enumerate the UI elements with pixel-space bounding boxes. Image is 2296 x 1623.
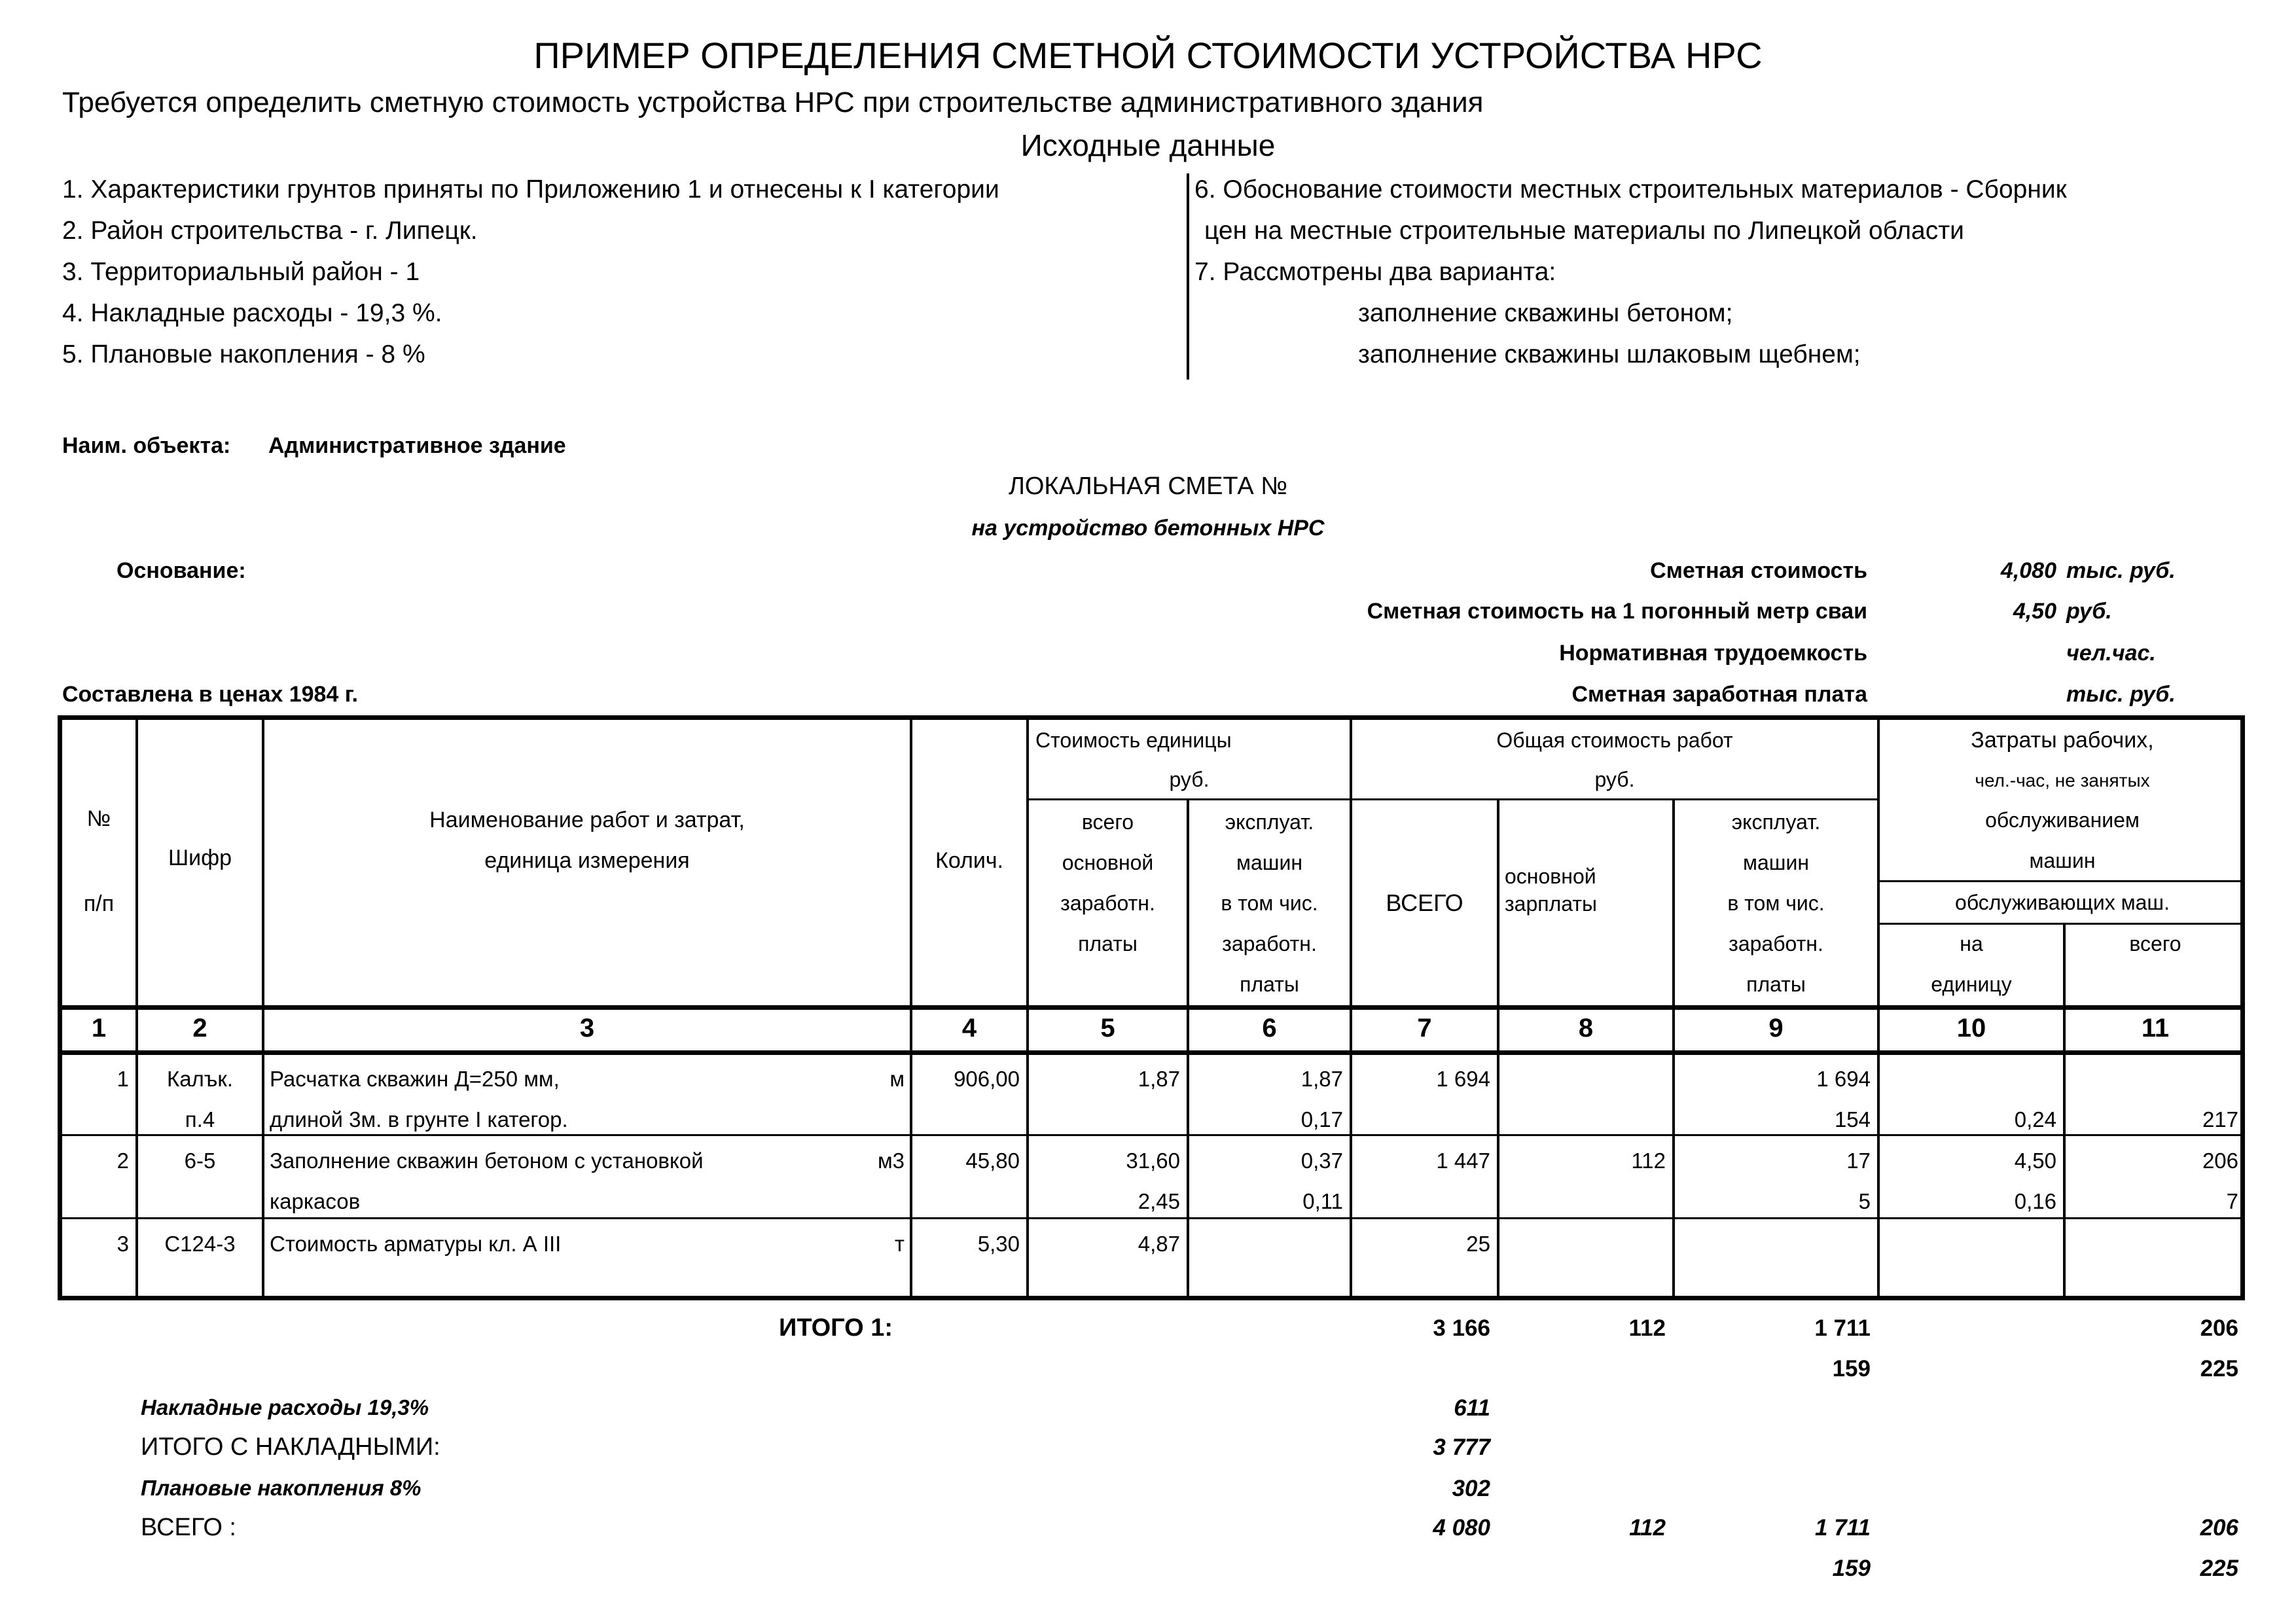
condition-3: 3. Территориальный район - 1 <box>62 258 420 286</box>
col-number: 7 <box>1417 1014 1432 1043</box>
col-number: 6 <box>1262 1014 1277 1043</box>
conditions-divider <box>1187 173 1189 380</box>
overhead-label: Накладные расходы 19,3% <box>141 1395 429 1419</box>
row1-c9a: 1 694 <box>1816 1067 1871 1091</box>
with-overhead-label: ИТОГО С НАКЛАДНЫМИ: <box>141 1433 440 1461</box>
page-title: ПРИМЕР ОПРЕДЕЛЕНИЯ СМЕТНОЙ СТОИМОСТИ УСТРОЙСТВА НРС <box>533 35 1763 76</box>
variant-1: заполнение скважины бетоном; <box>1358 299 1733 327</box>
header-c10-2: единицу <box>1931 972 2012 996</box>
header-qty: Колич. <box>935 848 1003 873</box>
row-divider <box>58 1217 2245 1219</box>
object-value: Административное здание <box>268 433 566 458</box>
object-label: Наим. объекта: <box>62 433 231 458</box>
summary-value-2: 4,50 <box>2013 599 2056 624</box>
header-c5-1: всего <box>1081 810 1134 834</box>
row-divider <box>58 1050 2245 1055</box>
total-c11b: 225 <box>2200 1556 2238 1581</box>
col-number: 10 <box>1956 1014 1986 1043</box>
header-unit-cost: Стоимость единицы <box>1035 728 1232 752</box>
row2-name-1: Заполнение скважин бетоном с установкой <box>270 1149 704 1173</box>
condition-7: 7. Рассмотрены два варианта: <box>1194 258 1556 286</box>
row2-c6b: 0,11 <box>1302 1189 1343 1213</box>
row1-name-1: Расчатка скважин Д=250 мм, <box>270 1067 560 1091</box>
header-c9-2: машин <box>1742 851 1809 874</box>
header-unit-cost-rub: руб. <box>1169 768 1210 791</box>
header-c9-3: в том чис. <box>1727 891 1825 915</box>
summary-unit-4: тыс. руб. <box>2066 682 2176 707</box>
row1-c6a: 1,87 <box>1300 1067 1343 1091</box>
header-c5-2: основной <box>1062 851 1154 874</box>
summary-unit-3: чел.час. <box>2066 641 2156 666</box>
col-number: 2 <box>192 1014 207 1043</box>
row2-c9b: 5 <box>1858 1189 1871 1213</box>
row3-qty: 5,30 <box>977 1232 1020 1256</box>
header-c9-5: платы <box>1746 972 1806 996</box>
row2-unit: м3 <box>877 1149 905 1173</box>
row1-code-2: п.4 <box>185 1107 215 1132</box>
header-labor-sub: обслуживающих маш. <box>1955 891 2170 914</box>
total-c9b: 159 <box>1832 1556 1871 1581</box>
row3-c5a: 4,87 <box>1138 1232 1180 1256</box>
col-number: 3 <box>579 1014 595 1043</box>
row3-code-1: С124-3 <box>164 1232 236 1256</box>
header-total-cost-rub: руб. <box>1594 768 1635 791</box>
col-number: 8 <box>1578 1014 1594 1043</box>
row2-code-1: 6-5 <box>184 1149 216 1173</box>
row2-c8: 112 <box>1631 1149 1666 1173</box>
row2-c10a: 4,50 <box>2014 1149 2056 1173</box>
itogo1-c9a: 1 711 <box>1814 1315 1871 1341</box>
col-number: 11 <box>2141 1014 2170 1043</box>
row2-c7: 1 447 <box>1436 1149 1490 1173</box>
row1-c6b: 0,17 <box>1300 1107 1343 1132</box>
condition-2: 2. Район строительства - г. Липецк. <box>62 217 478 245</box>
itogo1-c11b: 225 <box>2200 1356 2238 1382</box>
col-number: 9 <box>1768 1014 1784 1043</box>
row2-c5b: 2,45 <box>1138 1189 1180 1213</box>
row2-c9a: 17 <box>1846 1149 1871 1173</box>
header-c6-2: машин <box>1236 851 1302 874</box>
row2-c11a: 206 <box>2202 1149 2238 1173</box>
header-labor-4: машин <box>2029 849 2096 872</box>
with-overhead-value: 3 777 <box>1433 1435 1490 1460</box>
row3-c7: 25 <box>1466 1232 1490 1256</box>
header-total-cost: Общая стоимость работ <box>1496 728 1733 752</box>
basis-label: Основание: <box>117 558 246 583</box>
row1-c9b: 154 <box>1834 1107 1871 1132</box>
header-c6-5: платы <box>1240 972 1299 996</box>
header-no: № <box>86 806 111 831</box>
row2-c6a: 0,37 <box>1300 1149 1343 1173</box>
row2-c5a: 31,60 <box>1126 1149 1180 1173</box>
total-c9a: 1 711 <box>1815 1515 1871 1541</box>
summary-label-2: Сметная стоимость на 1 погонный метр сваи <box>1367 599 1867 624</box>
header-labor-1: Затраты рабочих, <box>1971 728 2154 753</box>
header-c11: всего <box>2129 932 2181 955</box>
header-c10-1: на <box>1960 932 1983 955</box>
header-c5-3: заработн. <box>1060 891 1155 915</box>
header-c6-4: заработн. <box>1222 932 1317 955</box>
condition-6-cont: цен на местные строительные материалы по Липецкой области <box>1204 217 1964 245</box>
row1-no: 1 <box>117 1067 129 1091</box>
summary-label-1: Сметная стоимость <box>1650 558 1867 583</box>
itogo1-c7: 3 166 <box>1433 1315 1490 1341</box>
row3-no: 3 <box>117 1232 129 1256</box>
header-code: Шифр <box>168 846 232 870</box>
summary-label-3: Нормативная трудоемкость <box>1559 641 1867 666</box>
row1-c11b: 217 <box>2202 1107 2238 1132</box>
header-c7: ВСЕГО <box>1386 889 1463 916</box>
header-c5-4: платы <box>1078 932 1138 955</box>
header-labor-2: чел.-час, не занятых <box>1975 770 2150 791</box>
row2-qty: 45,80 <box>965 1149 1020 1173</box>
total-c8: 112 <box>1629 1515 1666 1541</box>
header-c9-1: эксплуат. <box>1731 810 1821 834</box>
estimate-subtitle: на устройство бетонных НРС <box>971 516 1325 541</box>
row3-name-1: Стоимость арматуры кл. А III <box>270 1232 562 1256</box>
header-no-2: п/п <box>83 891 115 916</box>
row2-c10b: 0,16 <box>2014 1189 2056 1213</box>
header-name-2: единица измерения <box>484 848 690 873</box>
row-divider <box>58 1005 2245 1010</box>
row2-no: 2 <box>117 1149 129 1173</box>
row1-name-2: длиной 3м. в грунте I категор. <box>270 1107 568 1132</box>
row1-code-1: Калък. <box>166 1067 234 1091</box>
header-c9-4: заработн. <box>1729 932 1823 955</box>
summary-label-4: Сметная заработная плата <box>1571 682 1867 707</box>
row1-qty: 906,00 <box>954 1067 1020 1091</box>
summary-unit-2: руб. <box>2066 599 2112 624</box>
condition-4: 4. Накладные расходы - 19,3 %. <box>62 299 442 327</box>
header-c6-3: в том чис. <box>1221 891 1318 915</box>
row2-name-2: каркасов <box>270 1189 361 1213</box>
total-c7: 4 080 <box>1433 1515 1490 1541</box>
header-c8: основной зарплаты <box>1505 865 1598 916</box>
estimate-title: ЛОКАЛЬНАЯ СМЕТА № <box>1008 473 1288 500</box>
row1-c10b: 0,24 <box>2014 1107 2056 1132</box>
condition-1: 1. Характеристики грунтов приняты по Приложению 1 и отнесены к I категории <box>62 175 999 204</box>
total-label: ВСЕГО : <box>141 1514 236 1541</box>
itogo1-label: ИТОГО 1: <box>779 1314 893 1342</box>
itogo1-c8: 112 <box>1628 1315 1666 1341</box>
col-number: 1 <box>91 1014 107 1043</box>
col-number: 4 <box>961 1014 977 1043</box>
total-c11a: 206 <box>2200 1515 2238 1541</box>
row-divider <box>58 1134 2245 1136</box>
header-labor-3: обслуживанием <box>1985 808 2140 832</box>
prices-note: Составлена в ценах 1984 г. <box>62 682 358 707</box>
header-c6-1: эксплуат. <box>1225 810 1314 834</box>
variant-2: заполнение скважины шлаковым щебнем; <box>1358 340 1861 368</box>
planned-value: 302 <box>1452 1476 1490 1501</box>
row2-c11b: 7 <box>2226 1189 2238 1213</box>
planned-label: Плановые накопления 8% <box>141 1476 422 1500</box>
source-data-heading: Исходные данные <box>1020 128 1276 162</box>
row3-unit: т <box>894 1232 905 1256</box>
condition-6: 6. Обоснование стоимости местных строительных материалов - Сборник <box>1194 175 2067 204</box>
header-name-1: Наименование работ и затрат, <box>429 808 745 832</box>
requirement-text: Требуется определить сметную стоимость устройства НРС при строительстве административного здания <box>62 86 1484 118</box>
condition-5: 5. Плановые накопления - 8 % <box>62 340 425 368</box>
itogo1-c9b: 159 <box>1832 1356 1871 1382</box>
overhead-value: 611 <box>1454 1395 1490 1421</box>
col-number: 5 <box>1100 1014 1115 1043</box>
summary-unit-1: тыс. руб. <box>2066 558 2176 583</box>
summary-value-1: 4,080 <box>2000 558 2056 583</box>
row1-c7: 1 694 <box>1436 1067 1490 1091</box>
row1-c5a: 1,87 <box>1138 1067 1180 1091</box>
row1-unit: м <box>889 1067 905 1091</box>
itogo1-c11a: 206 <box>2200 1315 2238 1341</box>
